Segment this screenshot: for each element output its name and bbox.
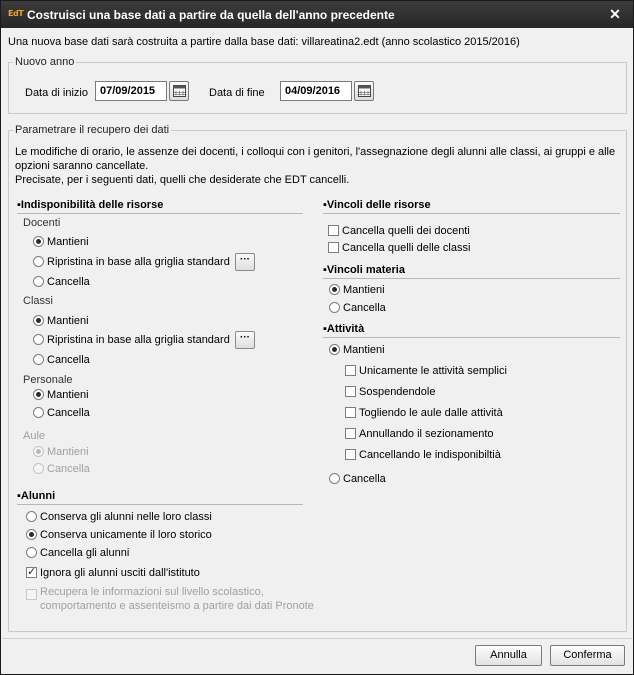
classi-mantieni-radio[interactable]: [33, 315, 44, 326]
cancella-classi-checkbox[interactable]: [328, 242, 339, 253]
conferma-button[interactable]: Conferma: [550, 645, 625, 666]
description-line-1: Le modifiche di orario, le assenze dei docenti, i colloqui con i genitori, l'assegnazione degli alunni alle classi, ai gruppi e alle: [15, 146, 616, 158]
footer-divider: [2, 638, 632, 639]
cancella-docenti-checkbox[interactable]: [328, 225, 339, 236]
title-bar[interactable]: [1, 1, 633, 28]
app-logo-icon: EdT: [8, 9, 24, 18]
end-date-calendar-button[interactable]: [354, 81, 374, 101]
dialog-title: Costruisci una base dati a partire da quella dell'anno precedente: [27, 8, 395, 22]
docenti-label: Docenti: [23, 217, 61, 229]
recupera-info-label-line-2: comportamento e assenteismo a partire dai dati Pronote: [40, 600, 314, 612]
close-icon[interactable]: ✕: [609, 6, 621, 22]
classi-ripristina-label[interactable]: Ripristina in base alla griglia standard: [47, 334, 230, 346]
alunni-conserva-classi-radio[interactable]: [26, 511, 37, 522]
docenti-ripristina-radio[interactable]: [33, 256, 44, 267]
classi-ripristina-radio[interactable]: [33, 334, 44, 345]
alunni-conserva-classi-label[interactable]: Conserva gli alunni nelle loro classi: [40, 511, 212, 523]
nuovo-anno-legend: Nuovo anno: [15, 56, 75, 68]
classi-cancella-radio[interactable]: [33, 354, 44, 365]
vincoli-materia-mantieni-label[interactable]: Mantieni: [343, 284, 385, 296]
end-date-input[interactable]: 04/09/2016: [280, 81, 352, 101]
classi-mantieni-label[interactable]: Mantieni: [47, 315, 89, 327]
divider: [323, 337, 620, 338]
recupera-info-checkbox: [26, 589, 37, 600]
intro-text: Una nuova base dati sarà costruita a partire dalla base dati: villareatina2.edt (anno scolastico 2015/2016): [8, 36, 520, 48]
vincoli-risorse-title-text: Vincoli delle risorse: [326, 199, 431, 211]
annullando-sezionamento-checkbox[interactable]: [345, 428, 356, 439]
description-line-3: Precisate, per i seguenti dati, quelli che desiderate che EDT cancelli.: [15, 174, 350, 186]
attivita-cancella-radio[interactable]: [329, 473, 340, 484]
attivita-title-text: Attività: [326, 323, 365, 335]
attivita-semplici-label[interactable]: Unicamente le attività semplici: [359, 365, 507, 377]
aule-cancella-label: Cancella: [47, 463, 90, 475]
docenti-mantieni-label[interactable]: Mantieni: [47, 236, 89, 248]
alunni-title-text: Alunni: [20, 490, 56, 502]
cancellando-indisponibilita-checkbox[interactable]: [345, 449, 356, 460]
recupera-info-label-line-1: Recupera le informazioni sul livello scolastico,: [40, 586, 264, 598]
divider: [17, 213, 303, 214]
divider: [323, 213, 620, 214]
vincoli-materia-cancella-radio[interactable]: [329, 302, 340, 313]
start-date-calendar-button[interactable]: [169, 81, 189, 101]
indisponibilita-title-text: Indisponibilità delle risorse: [20, 199, 164, 211]
sospendendole-checkbox[interactable]: [345, 386, 356, 397]
aule-label: Aule: [23, 430, 46, 442]
docenti-grid-settings-button[interactable]: ···: [235, 253, 255, 271]
sospendendole-label[interactable]: Sospendendole: [359, 386, 436, 398]
personale-cancella-label[interactable]: Cancella: [47, 407, 90, 419]
personale-mantieni-radio[interactable]: [33, 389, 44, 400]
docenti-mantieni-radio[interactable]: [33, 236, 44, 247]
end-date-label: Data di fine: [209, 87, 265, 99]
start-date-input[interactable]: 07/09/2015: [95, 81, 167, 101]
aule-mantieni-label: Mantieni: [47, 446, 89, 458]
description-line-2: opzioni saranno cancellate.: [15, 160, 149, 172]
alunni-title: ▪Alunni: [17, 490, 56, 502]
attivita-title: ▪Attività: [323, 323, 365, 335]
alunni-cancella-radio[interactable]: [26, 547, 37, 558]
alunni-conserva-storico-radio[interactable]: [26, 529, 37, 540]
alunni-cancella-label[interactable]: Cancella gli alunni: [40, 547, 130, 559]
togliendo-aule-checkbox[interactable]: [345, 407, 356, 418]
divider: [323, 278, 620, 279]
classi-label: Classi: [23, 295, 53, 307]
classi-grid-settings-button[interactable]: ···: [235, 331, 255, 349]
cancellando-indisponibilita-label[interactable]: Cancellando le indisponibiltià: [359, 449, 501, 461]
attivita-cancella-label[interactable]: Cancella: [343, 473, 386, 485]
annulla-button[interactable]: Annulla: [475, 645, 542, 666]
vincoli-risorse-title: ▪Vincoli delle risorse: [323, 199, 431, 211]
divider: [17, 504, 303, 505]
annullando-sezionamento-label[interactable]: Annullando il sezionamento: [359, 428, 494, 440]
vincoli-materia-cancella-label[interactable]: Cancella: [343, 302, 386, 314]
docenti-ripristina-label[interactable]: Ripristina in base alla griglia standard: [47, 256, 230, 268]
vincoli-materia-title-text: Vincoli materia: [326, 264, 405, 276]
attivita-mantieni-radio[interactable]: [329, 344, 340, 355]
vincoli-materia-mantieni-radio[interactable]: [329, 284, 340, 295]
personale-label: Personale: [23, 374, 73, 386]
aule-cancella-radio: [33, 463, 44, 474]
parametrare-legend: Parametrare il recupero dei dati: [15, 124, 170, 136]
personale-cancella-radio[interactable]: [33, 407, 44, 418]
cancella-classi-label[interactable]: Cancella quelli delle classi: [342, 242, 471, 254]
calendar-icon: [173, 85, 186, 97]
attivita-semplici-checkbox[interactable]: [345, 365, 356, 376]
alunni-conserva-storico-label[interactable]: Conserva unicamente il loro storico: [40, 529, 212, 541]
attivita-mantieni-label[interactable]: Mantieni: [343, 344, 385, 356]
indisponibilita-title: ▪Indisponibilità delle risorse: [17, 199, 164, 211]
docenti-cancella-label[interactable]: Cancella: [47, 276, 90, 288]
personale-mantieni-label[interactable]: Mantieni: [47, 389, 89, 401]
start-date-label: Data di inizio: [25, 87, 88, 99]
cancella-docenti-label[interactable]: Cancella quelli dei docenti: [342, 225, 470, 237]
togliendo-aule-label[interactable]: Togliendo le aule dalle attività: [359, 407, 503, 419]
ignora-alunni-checkbox[interactable]: [26, 567, 37, 578]
classi-cancella-label[interactable]: Cancella: [47, 354, 90, 366]
ignora-alunni-label[interactable]: Ignora gli alunni usciti dall'istituto: [40, 567, 200, 579]
aule-mantieni-radio: [33, 446, 44, 457]
vincoli-materia-title: ▪Vincoli materia: [323, 264, 405, 276]
calendar-icon: [358, 85, 371, 97]
docenti-cancella-radio[interactable]: [33, 276, 44, 287]
